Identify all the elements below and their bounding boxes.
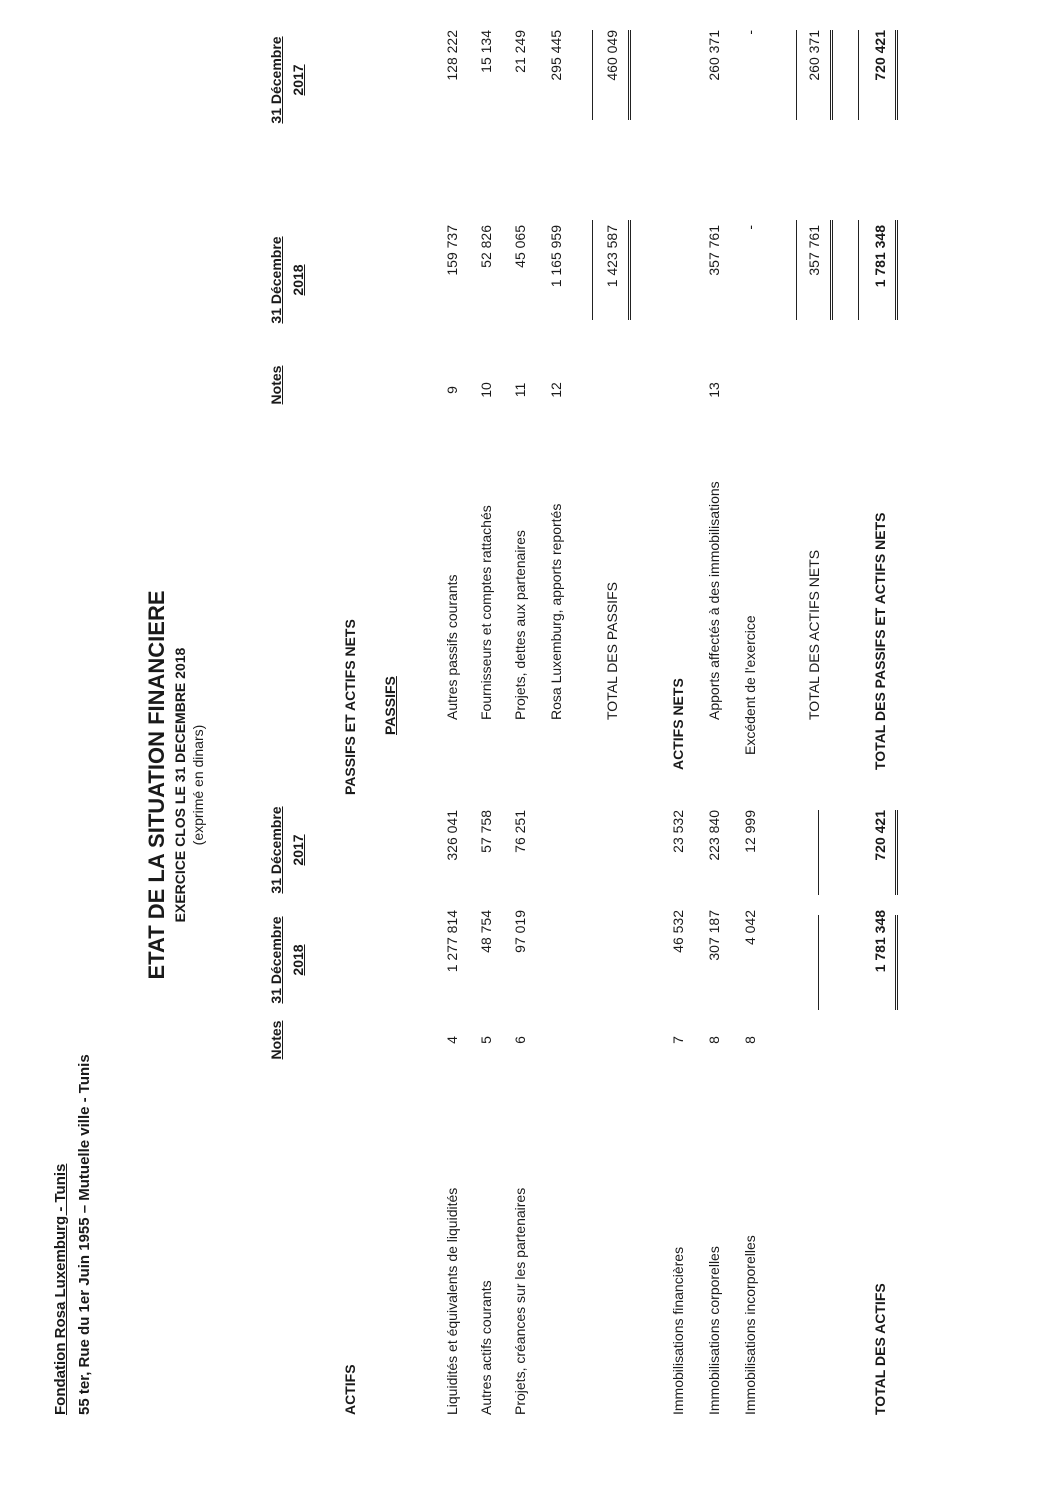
total-actifs-2017: 720 421 [872,810,888,861]
total-double-rule [895,915,898,1010]
row-label: Immobilisations corporelles [706,1246,722,1415]
total-rule [818,915,819,1010]
total-actifs-nets-label: TOTAL DES ACTIFS NETS [806,549,822,720]
col-year-label: 2018 [290,264,306,296]
total-double-rule [830,220,833,320]
unit-note: (exprimé en dinars) [190,724,206,846]
total-double-rule [895,30,898,120]
row-note: 9 [444,386,460,394]
row-value-2017: 295 445 [548,30,564,81]
row-value-2017: 23 532 [670,810,686,853]
total-rule [818,810,819,895]
row-note: 12 [548,382,564,398]
total-rule [796,220,797,320]
col-2017-header-right [265,25,309,135]
total-passifs-2017: 460 049 [604,30,620,81]
passifs-actifs-nets-heading: PASSIFS ET ACTIFS NETS [342,619,358,795]
row-value-2017: - [742,30,758,35]
col-2018-header-left [265,905,309,1015]
total-actifs-label: TOTAL DES ACTIFS [872,1283,888,1415]
total-double-rule [628,30,631,120]
row-value-2017: 223 840 [706,810,722,861]
notes-header-left: Notes [268,1020,284,1060]
row-note: 10 [478,382,494,398]
col-date-label: 31 Décembre [268,916,284,1004]
row-value-2018: 45 065 [512,225,528,268]
row-value-2017: 128 222 [444,30,460,81]
row-note: 6 [512,1036,528,1044]
row-note: 13 [706,382,722,398]
row-note: 7 [670,1036,686,1044]
col-year-label: 2018 [290,944,306,976]
total-double-rule [830,30,833,120]
grand-total-label: TOTAL DES PASSIFS ET ACTIFS NETS [872,512,888,770]
col-year-label: 2017 [290,834,306,866]
total-double-rule [895,220,898,320]
notes-header-right: Notes [268,365,284,405]
row-value-2018: 159 737 [444,225,460,276]
row-label: Apports affectés à des immobilisations [706,481,722,720]
total-passifs-label: TOTAL DES PASSIFS [604,582,620,720]
row-value-2017: 326 041 [444,810,460,861]
row-label: Rosa Luxemburg, apports reportés [548,503,564,720]
org-name: Fondation Rosa Luxemburg - Tunis [52,1163,69,1415]
col-date-label: 31 Décembre [268,36,284,124]
col-date-label: 31 Décembre [268,236,284,324]
col-date-label: 31 Décembre [268,806,284,894]
row-note: 11 [512,382,528,398]
row-value-2018: 307 187 [706,910,722,961]
row-note: 8 [706,1036,722,1044]
actifs-nets-heading: ACTIFS NETS [670,678,686,770]
row-label: Excédent de l'exercice [742,615,758,755]
total-double-rule [628,220,631,320]
row-value-2018: - [742,225,758,230]
total-actifs-nets-2017: 260 371 [806,30,822,81]
total-rule [592,220,593,320]
row-label: Autres passifs courants [444,574,460,720]
row-value-2018: 4 042 [742,910,758,946]
col-year-label: 2017 [290,64,306,96]
row-label: Immobilisations incorporelles [742,1235,758,1415]
row-value-2018: 48 754 [478,910,494,953]
col-2017-header-left [265,795,309,905]
row-value-2018: 357 761 [706,225,722,276]
total-rule [858,30,859,120]
row-value-2017: 15 134 [478,30,494,73]
row-value-2017: 260 371 [706,30,722,81]
actifs-heading: ACTIFS [342,1364,358,1415]
row-note: 8 [742,1036,758,1044]
row-value-2018: 52 826 [478,225,494,268]
row-value-2018: 46 532 [670,910,686,953]
grand-total-2018: 1 781 348 [872,225,888,288]
row-value-2017: 57 758 [478,810,494,853]
row-value-2018: 1 277 814 [444,910,460,973]
page-title: ETAT DE LA SITUATION FINANCIERE [144,590,169,980]
row-label: Immobilisations financières [670,1246,686,1415]
total-actifs-nets-2018: 357 761 [806,225,822,276]
grand-total-2017: 720 421 [872,30,888,81]
row-value-2018: 1 165 959 [548,225,564,288]
total-rule [858,220,859,320]
org-address: 55 ter, Rue du 1er Juin 1955 – Mutuelle ville - Tunis [76,1054,93,1415]
page-subtitle: EXERCICE CLOS LE 31 DECEMBRE 2018 [172,647,188,923]
row-label: Liquidités et équivalents de liquidités [444,1187,460,1415]
row-note: 5 [478,1036,494,1044]
passifs-heading: PASSIFS [382,676,398,735]
row-note: 4 [444,1036,460,1044]
row-value-2017: 76 251 [512,810,528,853]
total-actifs-2018: 1 781 348 [872,910,888,973]
total-rule [796,30,797,120]
total-rule [592,30,593,120]
row-value-2017: 21 249 [512,30,528,73]
col-2018-header-right [265,225,309,335]
row-label: Autres actifs courants [478,1280,494,1415]
row-label: Projets, créances sur les partenaires [512,1187,528,1415]
row-value-2018: 97 019 [512,910,528,953]
total-passifs-2018: 1 423 587 [604,225,620,288]
row-value-2017: 12 999 [742,810,758,853]
row-label: Fournisseurs et comptes rattachés [478,505,494,720]
row-label: Projets, dettes aux partenaires [512,530,528,720]
total-double-rule [895,810,898,895]
